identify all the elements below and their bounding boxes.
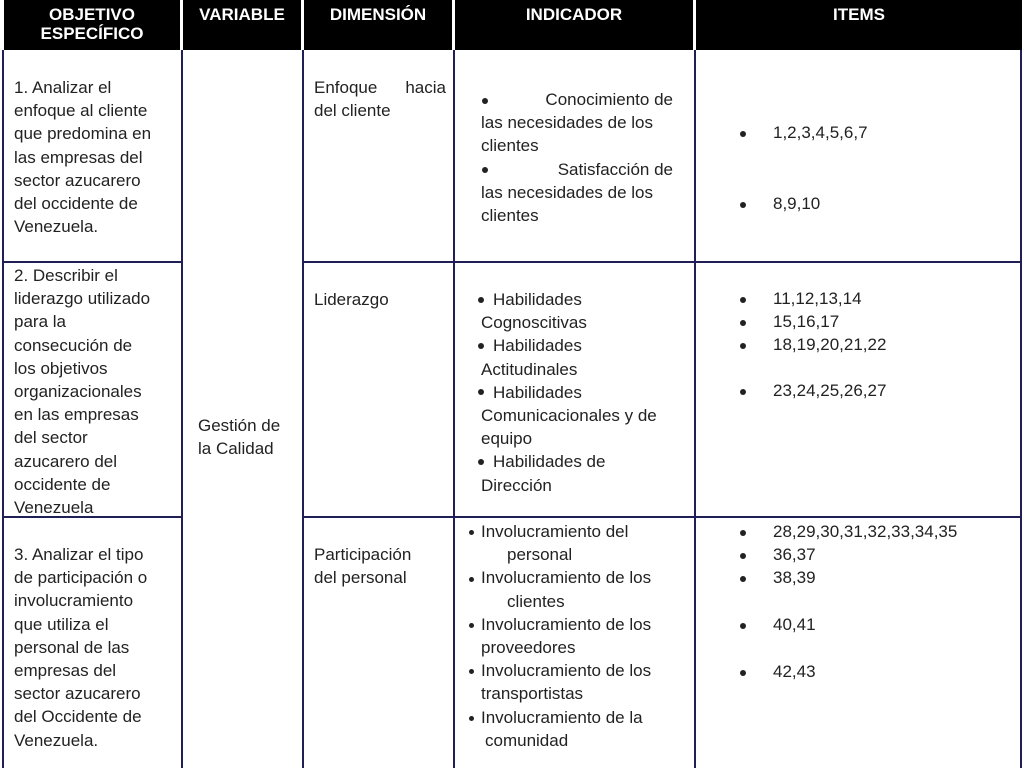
items-value: 1,2,3,4,5,6,7 xyxy=(773,123,868,142)
dimension-cell-2 xyxy=(314,288,389,311)
bullet-icon xyxy=(478,343,484,349)
objetivo-line: 1. Analizar el xyxy=(14,78,112,97)
header-variable xyxy=(183,0,301,50)
header-dimension xyxy=(304,0,452,50)
dimension-cell-1 xyxy=(314,76,446,122)
bullet-icon xyxy=(469,530,474,535)
objetivo-cell-2 xyxy=(14,264,150,519)
header-variable-label: VARIABLE xyxy=(199,5,285,24)
bullet-icon xyxy=(740,202,746,208)
indicador-cell-3 xyxy=(481,520,686,752)
header-items xyxy=(696,0,1022,50)
items-value: 40,41 xyxy=(773,615,816,634)
objetivo-line: 3. Analizar el tipo xyxy=(14,545,144,564)
indicador-line: clientes xyxy=(507,591,565,611)
dimension-line: del personal xyxy=(314,568,407,588)
indicador-line: Habilidades xyxy=(493,290,582,309)
grid-line xyxy=(453,50,455,768)
grid-line xyxy=(2,50,4,768)
indicador-line: las necesidades de los xyxy=(481,113,654,133)
bullet-icon xyxy=(740,576,746,582)
dimension-cell-3 xyxy=(314,543,411,589)
variable-line: la Calidad xyxy=(198,439,274,459)
objetivo-line: los objetivos xyxy=(14,358,108,378)
indicador-line: Involucramiento de los xyxy=(481,614,652,634)
objetivo-line: del sector xyxy=(14,428,88,448)
items-value: 28,29,30,31,32,33,34,35 xyxy=(773,522,958,541)
grid-line xyxy=(2,261,183,263)
objetivo-line: que predomina en xyxy=(14,124,152,144)
objetivo-line: empresas del xyxy=(14,661,117,681)
items-value: 38,39 xyxy=(773,568,816,587)
dimension-line: Enfoque hacia xyxy=(314,78,446,97)
dimension-line: Participación xyxy=(314,545,412,564)
objetivo-line: sector azucarero xyxy=(14,170,141,190)
indicador-line: las necesidades de los xyxy=(481,182,654,202)
objetivo-line: organizacionales xyxy=(14,382,142,402)
grid-line xyxy=(1020,50,1022,768)
objetivo-line: liderazgo utilizado xyxy=(14,289,151,309)
bullet-icon xyxy=(740,131,746,137)
objetivo-line: que utiliza el xyxy=(14,614,109,634)
indicador-cell-1 xyxy=(481,88,673,227)
objetivo-line: enfoque al cliente xyxy=(14,101,148,121)
grid-line xyxy=(302,516,1022,518)
objetivo-line: involucramiento xyxy=(14,591,134,611)
bullet-icon xyxy=(740,320,746,326)
items-value: 15,16,17 xyxy=(773,312,840,331)
objetivo-line: en las empresas xyxy=(14,405,139,425)
objetivo-line: de participación o xyxy=(14,568,148,588)
bullet-icon xyxy=(740,343,746,349)
indicador-line: Involucramiento de los xyxy=(481,568,652,588)
items-value: 8,9,10 xyxy=(773,194,821,213)
indicador-cell-2 xyxy=(481,288,686,497)
objetivo-line: Venezuela xyxy=(14,498,94,518)
dimension-line: Liderazgo xyxy=(314,290,389,309)
indicador-line: transportistas xyxy=(481,684,584,704)
grid-line xyxy=(302,261,1022,263)
objetivo-line: del occidente de xyxy=(14,194,138,214)
variable-cell xyxy=(198,414,280,460)
bullet-icon xyxy=(740,553,746,559)
objetivo-line: para la xyxy=(14,312,66,332)
bullet-icon xyxy=(469,577,474,582)
bullet-icon xyxy=(469,669,474,674)
bullet-icon xyxy=(482,98,488,104)
bullet-icon xyxy=(469,623,474,628)
indicador-line: Habilidades de xyxy=(493,452,606,472)
indicador-line: Habilidades xyxy=(493,336,582,356)
objetivo-line: consecución de xyxy=(14,335,133,355)
indicador-line: Conocimiento de xyxy=(545,90,673,109)
indicador-line: Satisfacción de xyxy=(557,159,673,179)
indicador-line: clientes xyxy=(481,206,539,226)
header-objetivo xyxy=(4,0,180,50)
objetivo-line: azucarero del xyxy=(14,451,118,471)
variable-line: Gestión de xyxy=(198,416,281,435)
objetivo-line: sector azucarero xyxy=(14,684,141,704)
bullet-icon xyxy=(740,297,746,303)
items-value: 36,37 xyxy=(773,545,816,564)
objetivo-line: Venezuela. xyxy=(14,730,99,750)
bullet-icon xyxy=(740,623,746,629)
header-dimension-label: DIMENSIÓN xyxy=(329,5,427,24)
objetivo-cell-3 xyxy=(14,543,147,752)
header-objetivo-line-2: ESPECÍFICO xyxy=(40,24,144,43)
dimension-line: del cliente xyxy=(314,101,391,121)
bullet-icon xyxy=(740,530,746,536)
bullet-icon xyxy=(469,716,474,721)
indicador-line: Comunicacionales y de xyxy=(481,406,657,426)
objetivo-line: occidente de xyxy=(14,474,111,494)
items-value: 42,43 xyxy=(773,662,816,681)
indicador-line: Involucramiento de la xyxy=(481,707,643,727)
objetivo-line: personal de las xyxy=(14,637,130,657)
objetivo-line: 2. Describir el xyxy=(14,266,118,285)
header-indicador xyxy=(455,0,693,50)
bullet-icon xyxy=(478,459,484,465)
indicador-line: Dirección xyxy=(481,475,552,495)
header-indicador-label: INDICADOR xyxy=(525,5,623,24)
bullet-icon xyxy=(740,670,746,676)
objetivo-line: Venezuela. xyxy=(14,217,99,237)
indicador-line: Cognoscitivas xyxy=(481,313,587,333)
bullet-icon xyxy=(482,167,488,173)
indicador-line: comunidad xyxy=(485,730,569,750)
grid-line xyxy=(181,50,183,768)
indicador-line: equipo xyxy=(481,429,533,449)
indicador-line: clientes xyxy=(481,136,539,156)
objetivo-line: las empresas del xyxy=(14,147,143,167)
items-value: 18,19,20,21,22 xyxy=(773,335,887,354)
indicador-line: Habilidades xyxy=(493,382,582,402)
objetivo-line: del Occidente de xyxy=(14,707,142,727)
header-objetivo-line-1: OBJETIVO xyxy=(49,5,135,24)
items-value: 11,12,13,14 xyxy=(773,289,862,308)
bullet-icon xyxy=(478,297,484,303)
indicador-line: proveedores xyxy=(481,638,576,658)
bullet-icon xyxy=(740,389,746,395)
grid-line xyxy=(302,50,304,768)
indicador-line: Involucramiento del xyxy=(481,522,629,541)
indicador-line: personal xyxy=(507,545,573,565)
bullet-icon xyxy=(478,389,484,395)
items-value: 23,24,25,26,27 xyxy=(773,381,887,400)
grid-line xyxy=(694,50,696,768)
indicador-line: Actitudinales xyxy=(481,359,578,379)
header-items-label: ITEMS xyxy=(833,5,885,24)
indicador-line: Involucramiento de los xyxy=(481,661,652,681)
objetivo-cell-1 xyxy=(14,76,151,238)
